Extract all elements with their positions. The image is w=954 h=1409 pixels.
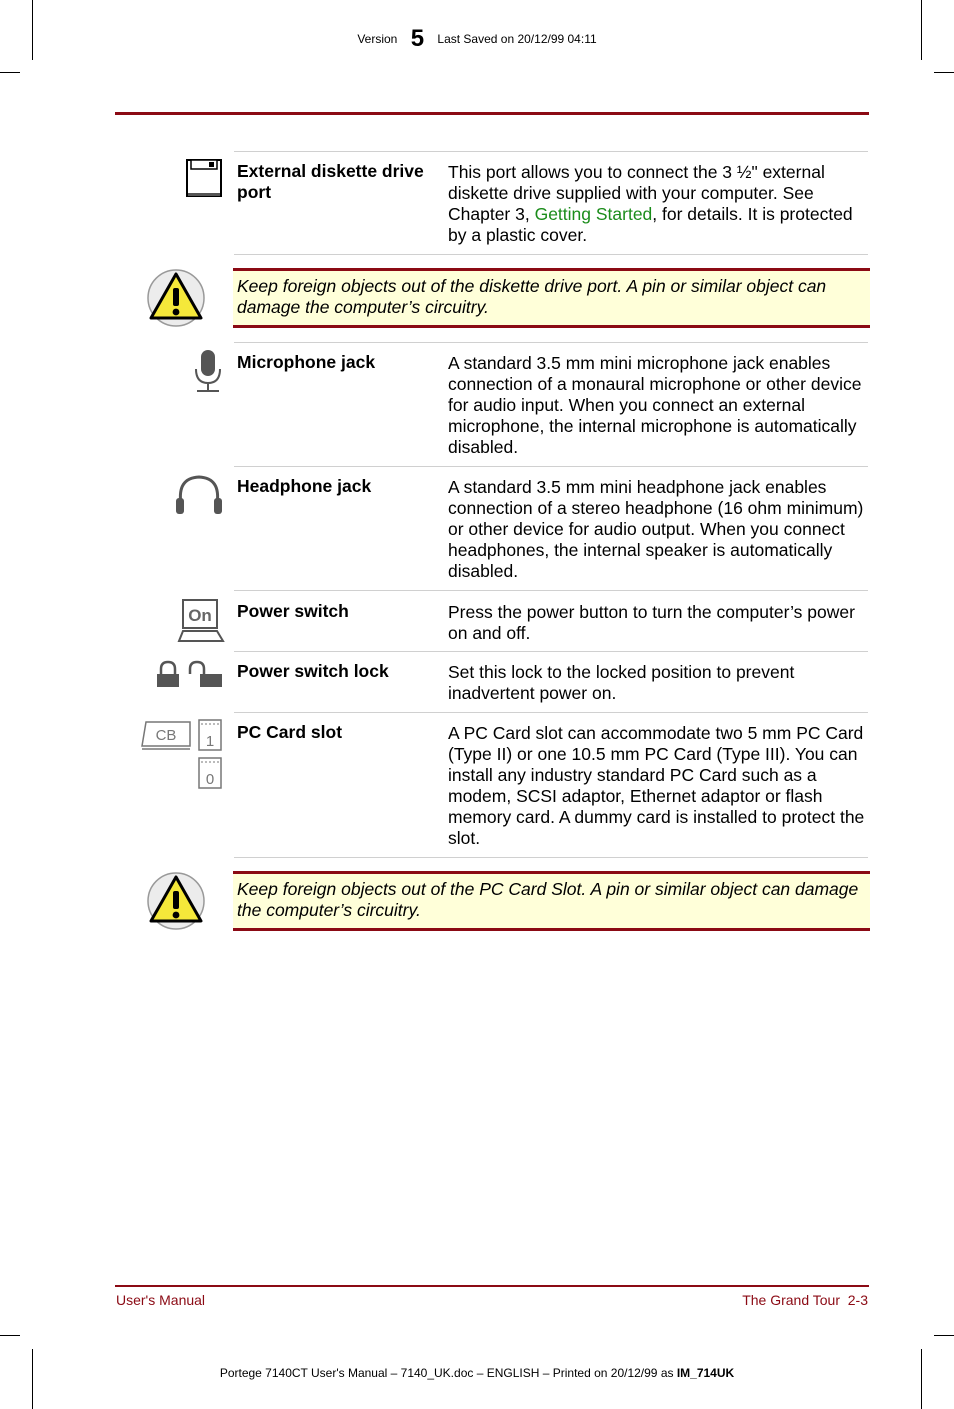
print-info-text: Portege 7140CT User's Manual – 7140_UK.doc – ENGLISH – Printed on 20/12/99 as bbox=[219, 1366, 677, 1380]
power-on-icon bbox=[177, 598, 225, 649]
top-rule bbox=[115, 112, 869, 115]
warning-box bbox=[233, 268, 870, 328]
print-code: IM_714UK bbox=[676, 1366, 735, 1380]
crop-mark bbox=[0, 1335, 20, 1336]
desc-text: , for details. It is protected by a plastic cover. bbox=[448, 204, 853, 245]
last-saved: Last Saved on 20/12/99 04:11 bbox=[437, 32, 597, 46]
term-headphone-jack: Headphone jack bbox=[237, 476, 372, 496]
footer-manual-title: User's Manual bbox=[116, 1292, 206, 1308]
term-pc-card-slot: PC Card slot bbox=[237, 722, 343, 742]
lock-open-icon bbox=[186, 660, 224, 693]
lock-closed-icon bbox=[156, 660, 180, 693]
term-power-switch-lock: Power switch lock bbox=[237, 661, 389, 681]
row-divider bbox=[234, 151, 868, 152]
desc-headphone-jack: A standard 3.5 mm mini headphone jack enables connection of a stereo headphone (16 ohm minimum) or other device for audio output. When you connect headphones, the internal speaker is automatically disabled. bbox=[448, 477, 864, 581]
desc-power-switch-lock: Set this lock to the locked position to prevent inadvertent power on. bbox=[448, 662, 795, 703]
version-header bbox=[0, 22, 954, 50]
footer-rule bbox=[115, 1285, 869, 1287]
print-info bbox=[0, 1366, 954, 1380]
crop-mark bbox=[0, 72, 20, 73]
version-label: Version bbox=[357, 32, 398, 46]
crop-mark bbox=[934, 72, 954, 73]
warning-icon bbox=[146, 871, 206, 936]
warning-icon bbox=[146, 268, 206, 333]
term-power-switch: Power switch bbox=[237, 601, 349, 621]
desc-power-switch: Press the power button to turn the computer’s power on and off. bbox=[448, 602, 855, 643]
pc-card-slot-1-label: 1 bbox=[205, 733, 215, 750]
row-divider bbox=[234, 857, 868, 858]
term-microphone-jack: Microphone jack bbox=[237, 352, 376, 372]
warning-box bbox=[233, 871, 870, 931]
desc-pc-card-slot: A PC Card slot can accommodate two 5 mm PC Card (Type II) or one 10.5 mm PC Card (Type III). You can install any industry standard PC Card such as a modem, SCSI adaptor, Ethernet adaptor or flash memory card. A dummy card is installed to protect the slot. bbox=[448, 723, 865, 848]
pc-card-slot-0-label: 0 bbox=[205, 771, 215, 788]
row-divider bbox=[234, 590, 868, 591]
row-divider bbox=[234, 342, 868, 343]
power-on-icon-label: On bbox=[188, 606, 212, 625]
getting-started-link[interactable]: Getting Started bbox=[534, 204, 653, 224]
footer-page-ref: The Grand Tour 2-3 bbox=[742, 1292, 868, 1308]
term-external-diskette: External diskette drive port bbox=[237, 161, 424, 202]
row-divider bbox=[234, 466, 868, 467]
row-divider bbox=[234, 712, 868, 713]
pc-card-icon bbox=[140, 718, 226, 799]
microphone-icon bbox=[193, 349, 223, 398]
pc-card-cb-label: CB bbox=[155, 727, 177, 744]
warning-text: Keep foreign objects out of the diskette drive port. A pin or similar object can damage the computer’s circuitry. bbox=[237, 276, 827, 317]
desc-external-diskette bbox=[448, 162, 870, 246]
row-divider bbox=[234, 651, 868, 652]
desc-text: This port allows you to connect the 3 ½" external diskette drive supplied with your computer. See Chapter 3, bbox=[448, 162, 825, 224]
desc-microphone-jack: A standard 3.5 mm mini microphone jack enables connection of a monaural microphone or other device for audio input. When you connect an external microphone, the internal microphone is automatically disabled. bbox=[448, 353, 862, 457]
diskette-icon bbox=[186, 159, 222, 202]
warning-text: Keep foreign objects out of the PC Card Slot. A pin or similar object can damage the computer’s circuitry. bbox=[237, 879, 859, 920]
version-number: 5 bbox=[410, 25, 425, 52]
headphone-icon bbox=[174, 474, 224, 521]
crop-mark bbox=[934, 1335, 954, 1336]
row-divider bbox=[234, 254, 868, 255]
